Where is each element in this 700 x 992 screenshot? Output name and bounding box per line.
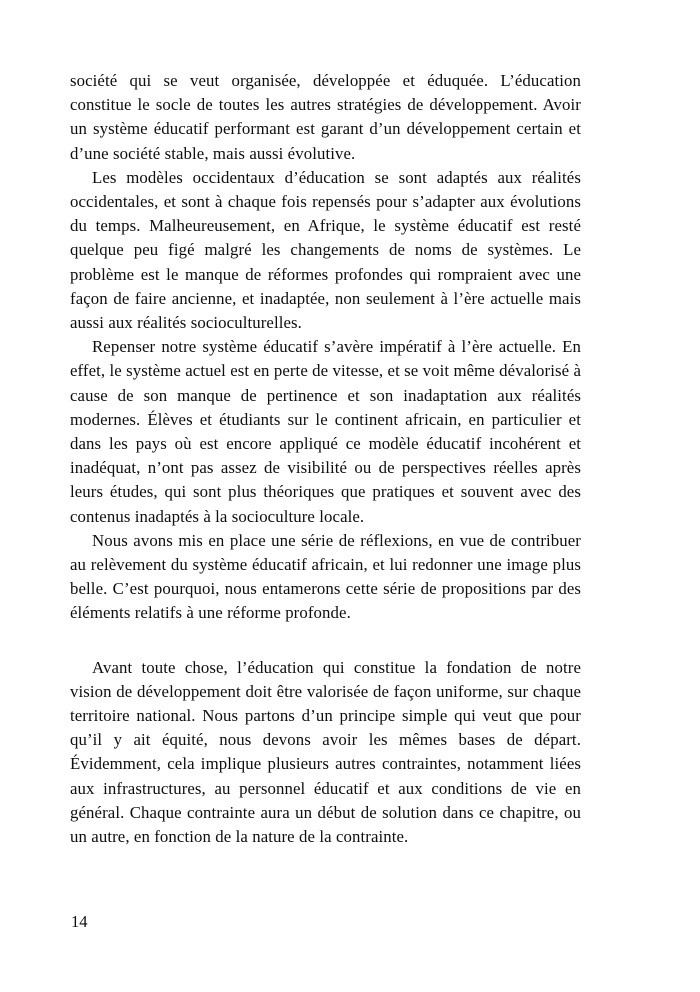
body-text: [70, 69, 581, 849]
paragraph-series-reflections: Nous avons mis en place une série de réflexions, en vue de contribuer au relèvement du système éducatif africain, et lui redonner une image plus belle. C’est pourquoi, nous entamerons cette série de propositions par des éléments relatifs à une réforme profonde.: [70, 530, 581, 623]
paragraph-rethink-system: Repenser notre système éducatif s’avère impératif à l’ère actuelle. En effet, le système actuel est en perte de vitesse, et se voit même dévalorisé à cause de son manque de pertinence et son inadaptation aux réalités modernes. Élèves et étudiants sur le continent africain, en particulier et dans les pays où est encore appliqué ce modèle éducatif incohérent et inadéquat, n’ont pas assez de visibilité ou de perspectives réelles après leurs études, qui sont plus théoriques que pratiques et souvent avec des contenus inadaptés à la socioculture locale.: [70, 337, 581, 526]
paragraph-continuation: société qui se veut organisée, développée et éduquée. L’éducation constitue le socle de toutes les autres stratégies de développement. Avoir un système éducatif performant est garant d’un développement certain et d’une société stable, mais aussi évolutive.: [70, 71, 581, 163]
page-number: 14: [71, 912, 88, 931]
paragraph-western-models: Les modèles occidentaux d’éducation se sont adaptés aux réalités occidentales, et sont à chaque fois repensés pour s’adapter aux évolutions du temps. Malheureusement, en Afrique, le système éducatif est resté quelque peu figé malgré les changements de noms de systèmes. Le problème est le manque de réformes profondes qui rompraient avec une façon de faire ancienne, et inadaptée, non seulement à l’ère actuelle mais aussi aux réalités socioculturelles.: [70, 167, 581, 333]
paragraph-before-anything: Avant toute chose, l’éducation qui constitue la fondation de notre vision de développement doit être valorisée de façon uniforme, sur chaque territoire national. Nous partons d’un principe simple qui veut que pour qu’il y ait équité, nous devons avoir les mêmes bases de départ. Évidemment, cela implique plusieurs autres contraintes, notamment liées aux infrastructures, au personnel éducatif et aux conditions de vie en général. Chaque contrainte aura un début de solution dans ce chapitre, ou un autre, en fonction de la nature de la contrainte.: [70, 657, 581, 847]
